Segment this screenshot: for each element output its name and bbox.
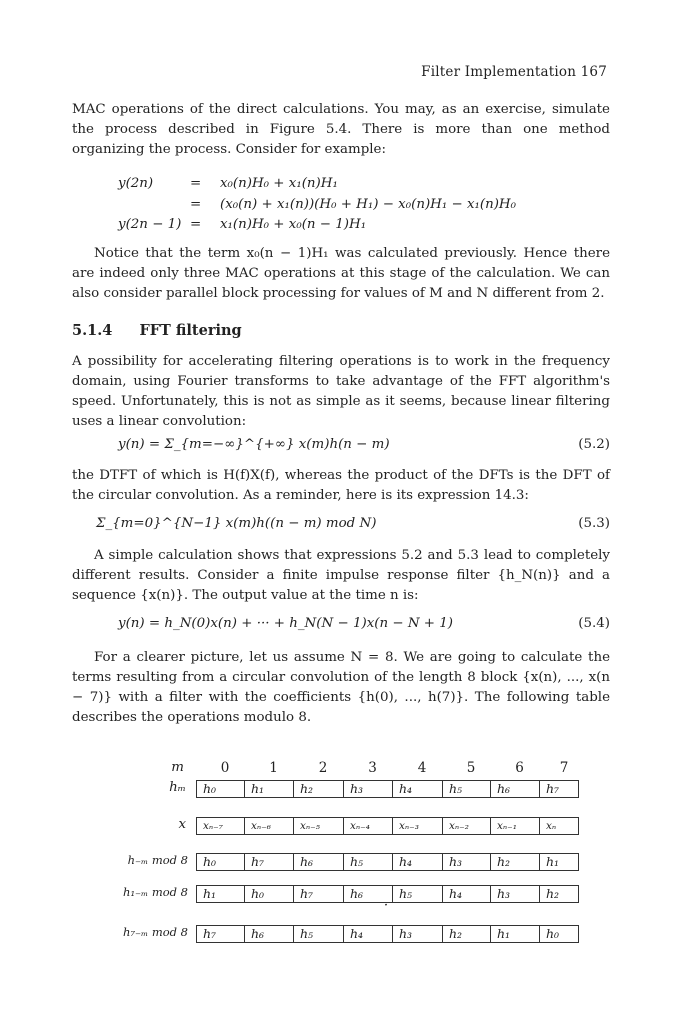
x-row bbox=[196, 817, 579, 835]
h7-minus-m-cell-4: h₃ bbox=[393, 926, 443, 942]
fft-paragraph: A possibility for accelerating filtering operations is to work in the frequency domain, using Fourier transforms to take advantage of the FFT algorithm's speed. Unfortunately, this is not as simple as it seems, because linear filtering uses a linear convolution: bbox=[72, 354, 610, 429]
h7-minus-m-cell-7: h₀ bbox=[546, 926, 560, 941]
hm-row bbox=[196, 780, 579, 798]
eq-line3-equals: = bbox=[190, 217, 202, 232]
h-minus-m-row bbox=[196, 853, 579, 871]
m-index-5: 5 bbox=[466, 760, 476, 776]
h1-minus-m-cell-4: h₅ bbox=[393, 886, 443, 902]
eq-5-2: y(n) = Σ_{m=−∞}^{+∞} x(m)h(n − m) bbox=[118, 437, 390, 452]
hm-cell-0: h₀ bbox=[197, 781, 245, 797]
m-index-2: 2 bbox=[318, 760, 328, 776]
h1-minus-m-cell-6: h₃ bbox=[491, 886, 540, 902]
x-cell-3: xₙ₋₄ bbox=[344, 818, 393, 834]
h1-minus-m-cell-2: h₇ bbox=[294, 886, 344, 902]
h-minus-m-cell-4: h₄ bbox=[393, 854, 443, 870]
eq-5-3-number: (5.3) bbox=[578, 516, 610, 531]
h7-minus-m-cell-5: h₂ bbox=[443, 926, 491, 942]
h1-minus-m-cell-5: h₄ bbox=[443, 886, 491, 902]
hm-cell-2: h₂ bbox=[294, 781, 344, 797]
h1-minus-m-cell-1: h₀ bbox=[245, 886, 294, 902]
h7-minus-m-cell-1: h₆ bbox=[245, 926, 294, 942]
h-minus-m-cell-7: h₁ bbox=[546, 854, 560, 869]
hm-cell-5: h₅ bbox=[443, 781, 491, 797]
x-cell-1: xₙ₋₆ bbox=[245, 818, 294, 834]
x-cell-5: xₙ₋₂ bbox=[443, 818, 491, 834]
h-minus-m-cell-6: h₂ bbox=[491, 854, 540, 870]
eq-line2-equals: = bbox=[190, 197, 202, 212]
section-heading bbox=[72, 322, 242, 339]
eq-line1-lhs: y(2n) bbox=[118, 176, 154, 191]
h-minus-m-cell-0: h₀ bbox=[197, 854, 245, 870]
hm-cell-4: h₄ bbox=[393, 781, 443, 797]
clearer-paragraph: For a clearer picture, let us assume N = 8. We are going to calculate the terms resulting from a circular convolution of the length 8 block {x(n), ..., x(n − 7)} with a filter with the coefficients {h(0), ..., h(7)}. The following table describes the operations modulo 8. bbox=[72, 650, 610, 725]
h-minus-m-cell-3: h₅ bbox=[344, 854, 393, 870]
eq-5-4: y(n) = h_N(0)x(n) + ··· + h_N(N − 1)x(n − N + 1) bbox=[118, 616, 454, 631]
x-cell-4: xₙ₋₃ bbox=[393, 818, 443, 834]
m-index-3: 3 bbox=[368, 760, 377, 776]
m-index-7: 7 bbox=[559, 760, 569, 776]
h7-minus-m-row bbox=[196, 925, 579, 943]
eq-5-3: Σ_{m=0}^{N−1} x(m)h((n − m) mod N) bbox=[96, 516, 377, 531]
h-minus-m-cell-2: h₆ bbox=[294, 854, 344, 870]
section-title: FFT filtering bbox=[139, 322, 242, 339]
eq-line1-equals: = bbox=[190, 176, 202, 191]
hm-cell-1: h₁ bbox=[245, 781, 294, 797]
h-minus-m-cell-1: h₇ bbox=[245, 854, 294, 870]
eq-line3-rhs: x₁(n)H₀ + x₀(n − 1)H₁ bbox=[220, 217, 367, 232]
h1-minus-m-cell-0: h₁ bbox=[197, 886, 245, 902]
x-cell-7: xₙ bbox=[546, 820, 557, 832]
h-minus-m-cell-5: h₃ bbox=[443, 854, 491, 870]
eq-5-4-number: (5.4) bbox=[578, 616, 610, 631]
simple-paragraph: A simple calculation shows that expressions 5.2 and 5.3 lead to completely different results. Consider a finite impulse response filter {h_N(n)} and a sequence {x(n)}. The output value at the time n is: bbox=[72, 548, 610, 603]
m-index-6: 6 bbox=[515, 760, 524, 776]
m-index-4: 4 bbox=[417, 760, 427, 776]
m-label: m bbox=[171, 760, 184, 775]
eq-5-2-number: (5.2) bbox=[578, 437, 610, 452]
dtft-paragraph: the DTFT of which is H(f)X(f), whereas the product of the DFTs is the DFT of the circular convolution. As a reminder, here is its expression 14.3: bbox=[72, 468, 610, 503]
h7-minus-m-cell-2: h₅ bbox=[294, 926, 344, 942]
row1-label: h₁₋ₘ mod 8 bbox=[123, 885, 188, 899]
h7-minus-m-cell-6: h₁ bbox=[491, 926, 540, 942]
notice-paragraph: Notice that the term x₀(n − 1)H₁ was calculated previously. Hence there are indeed only three MAC operations at this stage of the calculation. We can also consider parallel block processing for values of M and N different from 2. bbox=[72, 246, 610, 301]
eq-line3-lhs: y(2n − 1) bbox=[118, 217, 182, 232]
x-label: x bbox=[178, 817, 186, 832]
m-index-1: 1 bbox=[269, 760, 278, 776]
eq-line1-rhs: x₀(n)H₀ + x₁(n)H₁ bbox=[220, 176, 338, 191]
h7-minus-m-cell-0: h₇ bbox=[197, 926, 245, 942]
hm-cell-7: h₇ bbox=[546, 781, 560, 796]
continuation-dots: · bbox=[383, 898, 389, 913]
running-header: Filter Implementation 167 bbox=[421, 64, 607, 80]
x-cell-6: xₙ₋₁ bbox=[491, 818, 540, 834]
x-cell-2: xₙ₋₅ bbox=[294, 818, 344, 834]
h7-minus-m-cell-3: h₄ bbox=[344, 926, 393, 942]
hm-cell-3: h₃ bbox=[344, 781, 393, 797]
x-cell-0: xₙ₋₇ bbox=[197, 818, 245, 834]
row7-label: h₇₋ₘ mod 8 bbox=[123, 925, 188, 939]
hm-label: hₘ bbox=[169, 780, 186, 795]
eq-line2-rhs: (x₀(n) + x₁(n))(H₀ + H₁) − x₀(n)H₁ − x₁(n)H₀ bbox=[220, 197, 516, 212]
h1-minus-m-cell-3: h₆ bbox=[344, 886, 393, 902]
h1-minus-m-cell-7: h₂ bbox=[546, 886, 560, 901]
section-number: 5.1.4 bbox=[72, 322, 113, 339]
intro-paragraph: MAC operations of the direct calculations. You may, as an exercise, simulate the process described in Figure 5.4. There is more than one method organizing the process. Consider for example: bbox=[72, 102, 610, 157]
m-index-0: 0 bbox=[220, 760, 230, 776]
row0-label: h₋ₘ mod 8 bbox=[127, 853, 188, 867]
hm-cell-6: h₆ bbox=[491, 781, 540, 797]
